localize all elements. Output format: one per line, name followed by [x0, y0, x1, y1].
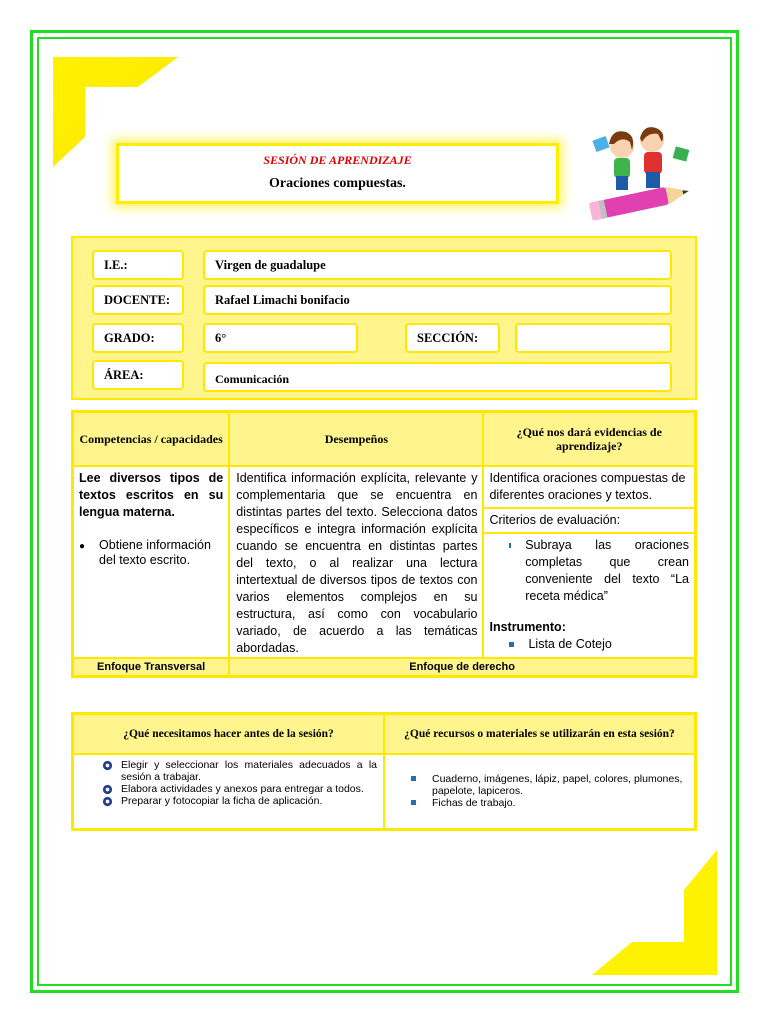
list-item	[102, 783, 377, 795]
list-item	[411, 797, 686, 809]
competencia-cell	[73, 466, 230, 658]
antes-cell	[73, 754, 385, 830]
criterios-cell	[483, 533, 695, 658]
seccion-label: SECCIÓN:	[405, 323, 500, 353]
session-subtitle: SESIÓN DE APRENDIZAJE	[263, 153, 412, 167]
capacidad-text: Obtiene información del texto escrito.	[99, 537, 211, 567]
antes-list	[102, 759, 377, 807]
ie-value: Virgen de guadalupe	[203, 250, 672, 280]
instrumento-text: Lista de Cotejo	[528, 636, 612, 651]
bullet-square-icon	[411, 800, 416, 805]
docente-value: Rafael Limachi bonifacio	[203, 285, 672, 315]
grado-value: 6°	[203, 323, 358, 353]
list-item	[102, 795, 377, 807]
instrumento-item	[509, 636, 689, 653]
list-item	[102, 759, 377, 783]
docente-label: DOCENTE:	[92, 285, 184, 315]
competencias-table	[71, 410, 697, 678]
antes-item-text: Elabora actividades y anexos para entregar a todos.	[121, 782, 364, 795]
antes-item-text: Preparar y fotocopiar la ficha de aplicación.	[121, 794, 323, 807]
corner-decoration-bottom-right	[592, 850, 717, 975]
criterios-label: Criterios de evaluación:	[483, 508, 695, 533]
enfoque-label: Enfoque Transversal	[73, 658, 230, 677]
header-evidencias: ¿Qué nos dará evidencias de aprendizaje?	[483, 412, 695, 466]
list-item	[411, 773, 686, 797]
kids-on-pencil-illustration	[586, 118, 698, 226]
grado-label: GRADO:	[92, 323, 184, 353]
gear-bullet-icon	[102, 784, 113, 795]
evidencia-cell: Identifica oraciones compuestas de diferentes oraciones y textos.	[483, 466, 695, 508]
session-title: Oraciones compuestas.	[269, 176, 406, 191]
seccion-value	[515, 323, 672, 353]
preparacion-table	[71, 712, 697, 831]
criterio-text: Subraya las oraciones completas que crean conveniente del texto “La receta médica”	[525, 537, 689, 603]
header-recursos: ¿Qué recursos o materiales se utilizarán en esta sesión?	[384, 714, 696, 754]
session-title-box	[116, 143, 559, 204]
recursos-cell	[384, 754, 696, 830]
header-competencias: Competencias / capacidades	[73, 412, 230, 466]
header-desempenos: Desempeños	[229, 412, 483, 466]
criterio-item	[509, 537, 689, 605]
recursos-item-text: Cuaderno, imágenes, lápiz, papel, colores, plumones, papelote, lapiceros.	[432, 772, 683, 797]
instrumento-label: Instrumento:	[489, 619, 566, 634]
header-antes-sesion: ¿Qué necesitamos hacer antes de la sesión?	[73, 714, 385, 754]
bullet-square-icon	[509, 642, 514, 647]
desempeno-cell: Identifica información explícita, relevante y complementaria que se encuentra en distintas partes del texto. Selecciona datos específicos e integra información explícita cuando se encuentra en distintas partes del texto, o al realizar una lectura intertextual de diversos tipos de textos con varios elementos complejos en su estructura, así como con vocabulario variado, de acuerdo a las temáticas abordadas.	[229, 466, 483, 658]
gear-bullet-icon	[102, 760, 113, 771]
school-info-panel	[71, 236, 697, 400]
gear-bullet-icon	[102, 796, 113, 807]
area-value: Comunicación	[203, 362, 672, 392]
capacidad-item	[79, 538, 223, 568]
bullet-dot-icon: ●	[79, 540, 86, 552]
enfoque-value: Enfoque de derecho	[229, 658, 695, 677]
recursos-item-text: Fichas de trabajo.	[432, 796, 516, 809]
ie-label: I.E.:	[92, 250, 184, 280]
bullet-square-icon	[411, 776, 416, 781]
area-label: ÁREA:	[92, 360, 184, 390]
bullet-square-icon	[509, 543, 511, 548]
recursos-list	[411, 773, 686, 809]
antes-item-text: Elegir y seleccionar los materiales adecuados a la sesión a trabajar.	[121, 758, 377, 783]
competencia-text: Lee diversos tipos de textos escritos en su lengua materna.	[79, 470, 224, 519]
